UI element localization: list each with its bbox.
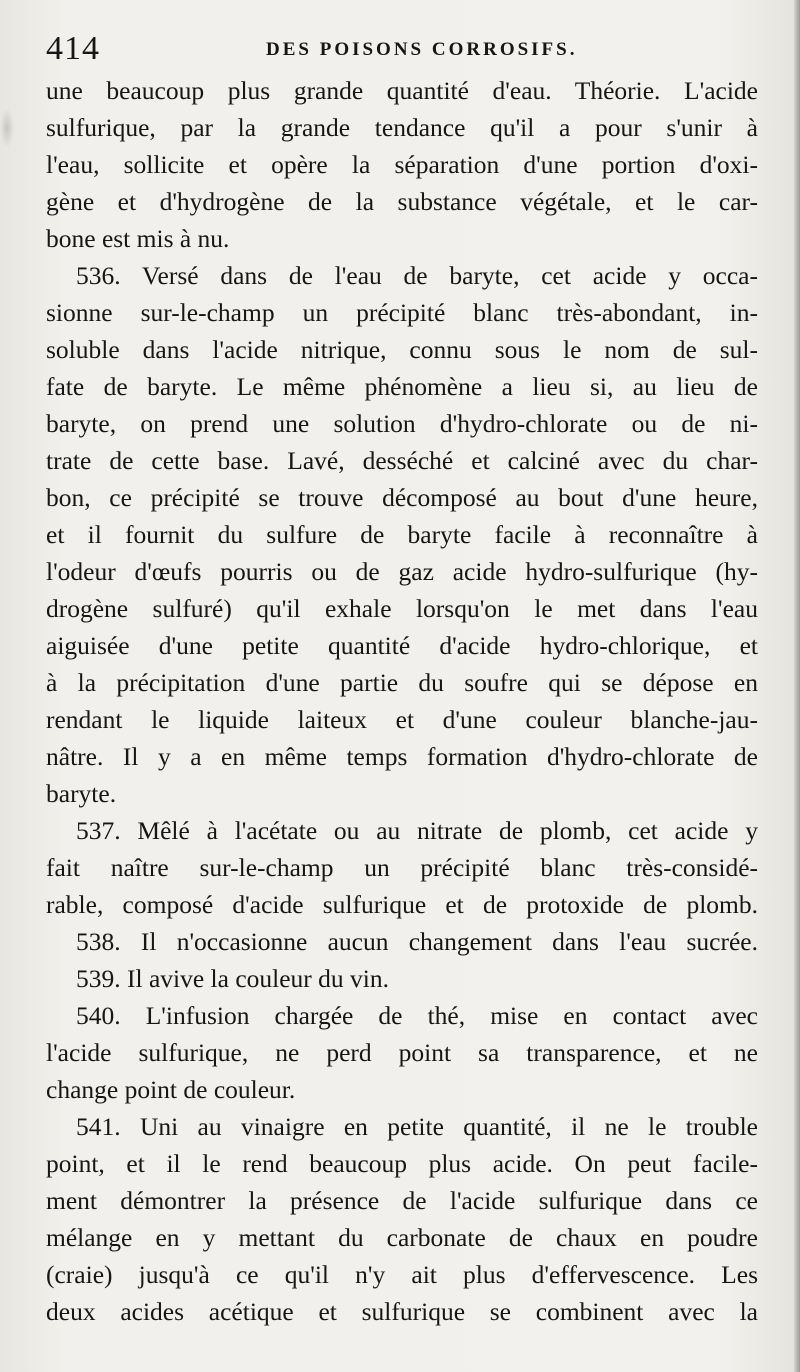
text-line: bon, ce précipité se trouve décomposé au bout d'une heure, <box>46 483 758 512</box>
text-line: une beaucoup plus grande quantité d'eau. Théorie. L'acide <box>46 76 758 105</box>
text-line: soluble dans l'acide nitrique, connu sous le nom de sul- <box>46 335 758 364</box>
page-header <box>46 26 766 72</box>
paragraph-541-start: 541. Uni au vinaigre en petite quantité, il ne le trouble <box>76 1112 758 1141</box>
text-line: baryte, on prend une solution d'hydro-chlorate ou de ni- <box>46 409 758 438</box>
page-number: 414 <box>46 30 100 67</box>
body-text <box>46 72 758 1330</box>
text-line: rable, composé d'acide sulfurique et de protoxide de plomb. <box>46 890 758 919</box>
paragraph-540-start: 540. L'infusion chargée de thé, mise en contact avec <box>76 1001 758 1030</box>
text-line: sulfurique, par la grande tendance qu'il a pour s'unir à <box>46 113 758 142</box>
text-line: baryte. <box>46 779 117 808</box>
text-line: et il fournit du sulfure de baryte facile à reconnaître à <box>46 520 758 549</box>
text-line: bone est mis à nu. <box>46 224 230 253</box>
text-line: deux acides acétique et sulfurique se combinent avec la <box>46 1297 758 1326</box>
paragraph-539: 539. Il avive la couleur du vin. <box>76 964 389 993</box>
text-line: trate de cette base. Lavé, desséché et calciné avec du char- <box>46 446 758 475</box>
text-line: ment démontrer la présence de l'acide sulfurique dans ce <box>46 1186 758 1215</box>
text-line: l'odeur d'œufs pourris ou de gaz acide hydro-sulfurique (hy- <box>46 557 758 586</box>
page-edge <box>794 0 800 1372</box>
text-line: aiguisée d'une petite quantité d'acide hydro-chlorique, et <box>46 631 758 660</box>
text-line: l'acide sulfurique, ne perd point sa transparence, et ne <box>46 1038 758 1067</box>
paragraph-538: 538. Il n'occasionne aucun changement dans l'eau sucrée. <box>76 927 758 956</box>
text-line: change point de couleur. <box>46 1075 296 1104</box>
text-line: (craie) jusqu'à ce qu'il n'y ait plus d'effervescence. Les <box>46 1260 758 1289</box>
text-line: l'eau, sollicite et opère la séparation d'une portion d'oxi- <box>46 150 758 179</box>
running-head: DES POISONS CORROSIFS. <box>266 39 578 60</box>
text-line: fait naître sur-le-champ un précipité blanc très-considé- <box>46 853 758 882</box>
text-line: sionne sur-le-champ un précipité blanc très-abondant, in- <box>46 298 758 327</box>
text-line: rendant le liquide laiteux et d'une couleur blanche-jau- <box>46 705 758 734</box>
paper-stain <box>0 108 14 148</box>
paragraph-537-start: 537. Mêlé à l'acétate ou au nitrate de plomb, cet acide y <box>76 816 758 845</box>
text-line: gène et d'hydrogène de la substance végétale, et le car- <box>46 187 758 216</box>
text-line: nâtre. Il y a en même temps formation d'hydro-chlorate de <box>46 742 758 771</box>
text-line: point, et il le rend beaucoup plus acide. On peut facile- <box>46 1149 758 1178</box>
paragraph-536-start: 536. Versé dans de l'eau de baryte, cet acide y occa- <box>76 261 758 290</box>
text-line: fate de baryte. Le même phénomène a lieu si, au lieu de <box>46 372 758 401</box>
text-line: mélange en y mettant du carbonate de chaux en poudre <box>46 1223 758 1252</box>
text-line: drogène sulfuré) qu'il exhale lorsqu'on le met dans l'eau <box>46 594 758 623</box>
text-line: à la précipitation d'une partie du soufre qui se dépose en <box>46 668 758 697</box>
